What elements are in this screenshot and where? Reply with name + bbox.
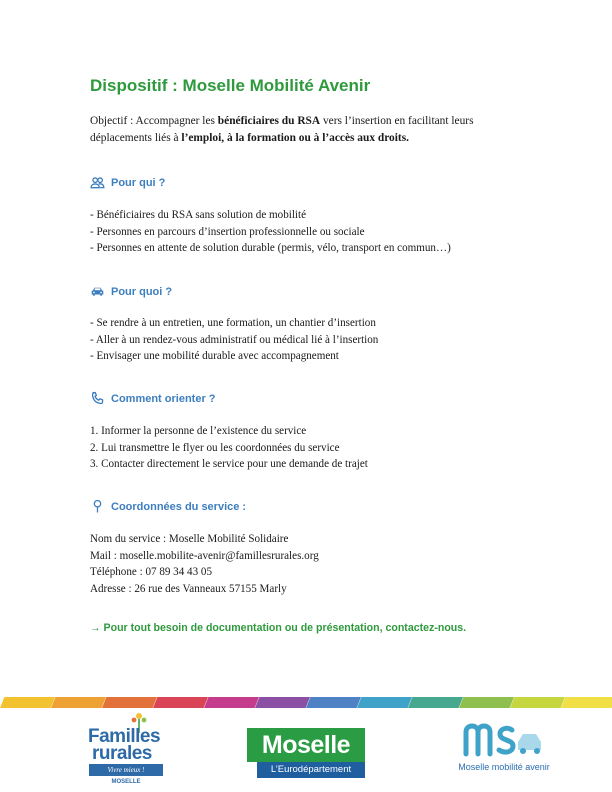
familles-rurales-logo <box>86 712 166 788</box>
logo-tagline: Vivre mieux ! <box>89 764 163 776</box>
mma-emblem-icon <box>462 720 546 760</box>
service-address: Adresse : 26 rue des Vanneaux 57155 Marly <box>90 582 287 595</box>
logo-word-rurales: rurales <box>92 743 152 764</box>
objective-text <box>90 113 530 147</box>
stripe-segment <box>51 697 106 708</box>
contact-cta <box>90 622 466 634</box>
section-heading-label: Pour quoi ? <box>111 285 173 298</box>
car-icon <box>90 284 105 299</box>
objective-bold2: l’emploi, à la formation ou à l’accès aux droits. <box>181 132 409 144</box>
list-item: 1. Informer la personne de l’existence du service <box>90 425 307 437</box>
objective-part2: vers l’insertion en facilitant leurs déplacements liés à <box>90 115 474 144</box>
objective-part1: Objectif : Accompagner les <box>90 115 218 127</box>
coordonnees-block <box>90 531 319 597</box>
stripe-segment <box>0 697 55 708</box>
moselle-logo-name: Moselle <box>247 728 365 762</box>
stripe-segment <box>561 697 612 708</box>
pour-qui-list <box>90 207 451 257</box>
people-icon <box>90 175 105 190</box>
section-heading-comment-orienter <box>90 391 216 406</box>
list-item: - Personnes en attente de solution durable (permis, vélo, transport en commun…) <box>90 242 451 254</box>
objective-bold1: bénéficiaires du RSA <box>217 115 321 127</box>
arrow-right-icon: → <box>90 622 101 634</box>
stripe-segment <box>306 697 361 708</box>
location-pin-icon <box>90 499 105 514</box>
phone-icon <box>90 391 105 406</box>
section-heading-label: Coordonnées du service : <box>111 500 247 513</box>
stripe-segment <box>153 697 208 708</box>
moselle-mobilite-avenir-logo <box>452 720 556 780</box>
section-heading-pour-quoi <box>90 284 172 299</box>
moselle-logo <box>247 728 365 780</box>
stripe-segment <box>255 697 310 708</box>
pour-quoi-list <box>90 315 378 365</box>
list-item: - Aller à un rendez-vous administratif ou médical lié à l’insertion <box>90 333 379 346</box>
color-stripe <box>0 697 612 708</box>
stripe-segment <box>102 697 157 708</box>
section-heading-coordonnees <box>90 499 246 514</box>
mma-logo-text: Moselle mobilité avenir <box>458 762 550 772</box>
moselle-logo-sub: L’Eurodépartement <box>257 762 365 778</box>
page-title: Dispositif : Moselle Mobilité Avenir <box>90 76 371 95</box>
list-item: - Personnes en parcours d’insertion professionnelle ou sociale <box>90 225 365 238</box>
list-item: - Envisager une mobilité durable avec accompagnement <box>90 350 339 362</box>
stripe-segment <box>510 697 565 708</box>
comment-orienter-list <box>90 423 368 473</box>
list-item: - Se rendre à un entretien, une formation, un chantier d’insertion <box>90 317 376 329</box>
stripe-segment <box>408 697 463 708</box>
cta-text: Pour tout besoin de documentation ou de présentation, contactez-nous. <box>103 622 467 634</box>
list-item: - Bénéficiaires du RSA sans solution de mobilité <box>90 209 306 221</box>
logo-word-familles: Familles <box>88 726 161 747</box>
service-phone[interactable]: Téléphone : 07 89 34 43 05 <box>90 566 213 578</box>
stripe-segment <box>357 697 412 708</box>
section-heading-label: Pour qui ? <box>111 176 166 189</box>
section-heading-pour-qui <box>90 175 165 190</box>
section-heading-label: Comment orienter ? <box>111 392 216 405</box>
logo-dept: MOSELLE <box>111 779 141 785</box>
service-name: Nom du service : Moselle Mobilité Solidaire <box>90 533 289 545</box>
stripe-segment <box>459 697 514 708</box>
service-email[interactable]: Mail : moselle.mobilite-avenir@famillesrurales.org <box>90 549 319 562</box>
list-item: 2. Lui transmettre le flyer ou les coordonnées du service <box>90 441 340 454</box>
list-item: 3. Contacter directement le service pour une demande de trajet <box>90 458 368 470</box>
stripe-segment <box>204 697 259 708</box>
